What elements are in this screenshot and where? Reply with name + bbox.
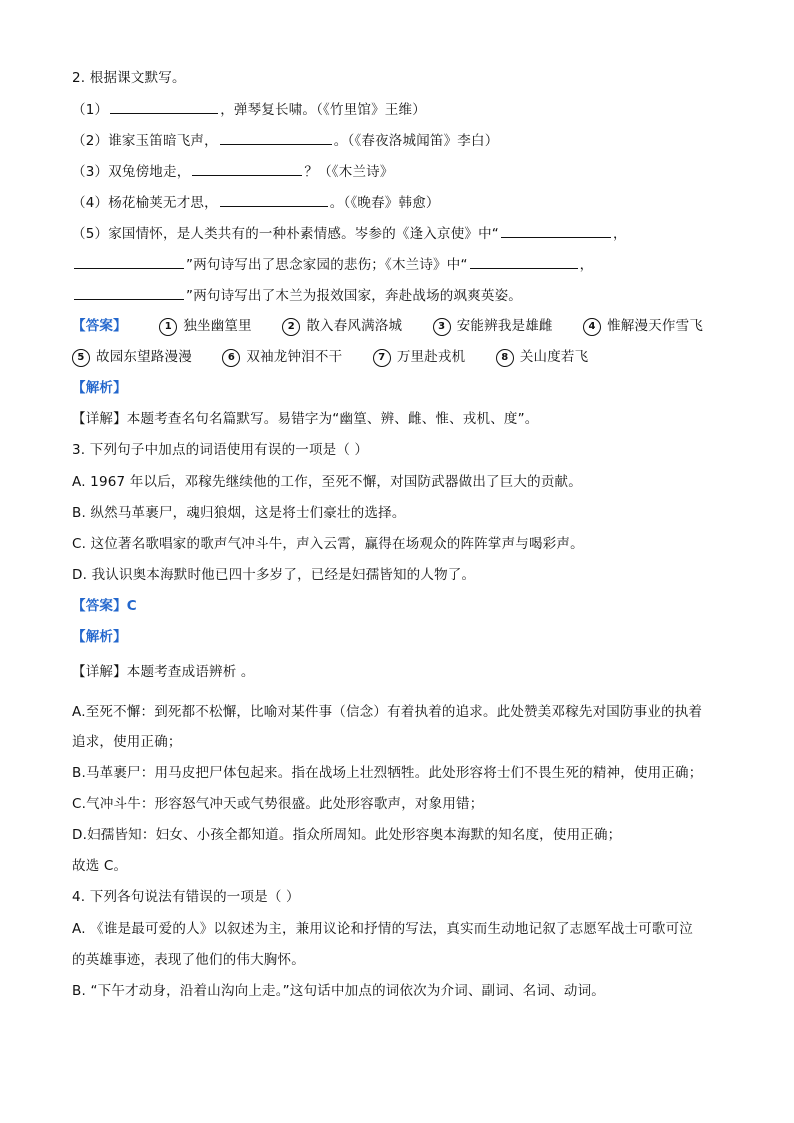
answer-blank[interactable] [192, 162, 302, 176]
q2-detail: 【详解】本题考查名句名篇默写。易错字为“幽篁、辨、雌、惟、戎机、度”。 [72, 411, 539, 427]
q2-item-2-post: 。（《春夜洛城闻笛》李白） [333, 133, 499, 149]
answer-number: 3 [433, 318, 451, 336]
answer-text: 关山度若飞 [519, 349, 589, 365]
q2-item-1 [72, 100, 426, 119]
q3-explanation-a1: A.至死不懈：到死都不松懈，比喻对某件事（信念）有着执着的追求。此处赞美邓稼先对国防事业的执着 [72, 704, 703, 720]
answer-text: 安能辨我是雄雌 [456, 318, 553, 334]
q2-item-5-text: （5）家国情怀，是人类共有的一种朴素情感。岑参的《逢入京使》中“ [72, 226, 499, 242]
q4-title: 4. 下列各句说法有错误的一项是（ ） [72, 889, 300, 905]
answer-text: 惟解漫天作雪飞 [607, 318, 704, 334]
answer-blank[interactable] [110, 100, 218, 114]
q4-option-b: B. “下午才动身，沿着山沟向上走。”这句话中加点的词依次为介词、副词、名词、动词。 [72, 983, 605, 999]
q4-option-a1: A. 《谁是最可爱的人》以叙述为主，兼用议论和抒情的写法，真实而生动地记叙了志愿军战士可歌可泣 [72, 921, 693, 937]
q2-item-3 [72, 162, 394, 181]
answer-number: 2 [282, 318, 300, 336]
q3-conclusion: 故选 C。 [72, 858, 128, 874]
q2-item-5-text-3: ”两句诗写出了木兰为报效国家，奔赴战场的飒爽英姿。 [186, 288, 522, 304]
q2-title: 2. 根据课文默写。 [72, 70, 186, 86]
q3-explanation-c: C.气冲斗牛：形容怒气冲天或气势很盛。此处形容歌声，对象用错； [72, 796, 484, 812]
q2-item-5-line1 [72, 224, 627, 243]
q3-analysis-label: 【解析】 [72, 629, 127, 645]
q2-item-1-pre: （1） [72, 102, 109, 118]
q3-option-a: A. 1967 年以后，邓稼先继续他的工作，至死不懈，对国防武器做出了巨大的贡献。 [72, 474, 582, 490]
answer-blank[interactable] [74, 286, 184, 300]
q2-item-1-post: ，弹琴复长啸。（《竹里馆》王维） [220, 102, 426, 118]
q2-item-5-comma: ， [612, 226, 627, 242]
answer-number: 5 [72, 349, 90, 367]
q2-item-3-post: ？（《木兰诗》 [304, 164, 394, 180]
answer-item [282, 317, 402, 336]
q3-option-b: B. 纵然马革裹尸，魂归狼烟，这是将士们豪壮的选择。 [72, 505, 406, 521]
answer-item [496, 348, 589, 367]
q2-analysis-label: 【解析】 [72, 380, 127, 396]
q2-answer-row-1 [72, 317, 703, 336]
answer-blank[interactable] [220, 131, 332, 145]
q3-explanation-d: D.妇孺皆知：妇女、小孩全都知道。指众所周知。此处形容奥本海默的知名度，使用正确； [72, 827, 622, 843]
answer-text: 故园东望路漫漫 [96, 349, 192, 365]
q2-item-2 [72, 131, 498, 150]
answer-text: 散入春风满洛城 [306, 318, 403, 334]
answer-number: 7 [373, 349, 391, 367]
q3-option-c: C. 这位著名歌唱家的歌声气冲斗牛，声入云霄，赢得在场观众的阵阵掌声与喝彩声。 [72, 536, 584, 552]
q2-item-2-pre: （2）谁家玉笛暗飞声， [72, 133, 218, 149]
q3-explanation-a2: 追求，使用正确； [72, 734, 182, 750]
q3-title: 3. 下列句子中加点的词语使用有误的一项是（ ） [72, 442, 369, 458]
q3-detail: 【详解】本题考查成语辨析 。 [72, 664, 255, 680]
q2-item-5-comma-2: ， [579, 257, 594, 273]
q2-item-4 [72, 193, 440, 212]
answer-number: 6 [222, 349, 240, 367]
answer-text: 万里赴戎机 [396, 349, 466, 365]
answer-blank[interactable] [501, 224, 611, 238]
q2-answer-row-2 [72, 348, 614, 367]
answer-blank[interactable] [74, 255, 184, 269]
q2-item-4-pre: （4）杨花榆荚无才思， [72, 195, 218, 211]
answer-number: 1 [159, 318, 177, 336]
answer-label: 【答案】 [72, 318, 127, 334]
q3-answer: 【答案】C [72, 598, 137, 614]
answer-number: 8 [496, 349, 514, 367]
answer-item [373, 348, 466, 367]
answer-item [583, 317, 703, 336]
q2-item-3-pre: （3）双兔傍地走， [72, 164, 191, 180]
q2-item-5-text-2: ”两句诗写出了思念家园的悲伤；《木兰诗》中“ [186, 257, 468, 273]
answer-item [433, 317, 553, 336]
answer-number: 4 [583, 318, 601, 336]
q3-option-d: D. 我认识奥本海默时他已四十多岁了，已经是妇孺皆知的人物了。 [72, 567, 476, 583]
q2-item-4-post: 。（《晚春》韩愈） [329, 195, 440, 211]
answer-blank[interactable] [470, 255, 578, 269]
answer-blank[interactable] [220, 193, 328, 207]
q2-item-5-line2 [72, 255, 593, 274]
answer-text: 独坐幽篁里 [183, 318, 252, 334]
q3-explanation-b: B.马革裹尸：用马皮把尸体包起来。指在战场上壮烈牺牲。此处形容将士们不畏生死的精神，使用正确； [72, 765, 703, 781]
answer-text: 双袖龙钟泪不干 [246, 349, 343, 365]
answer-item [222, 348, 342, 367]
answer-item [159, 317, 252, 336]
q4-option-a2: 的英雄事迹，表现了他们的伟大胸怀。 [72, 952, 305, 968]
q2-item-5-line3 [72, 286, 522, 305]
answer-item [72, 348, 192, 367]
